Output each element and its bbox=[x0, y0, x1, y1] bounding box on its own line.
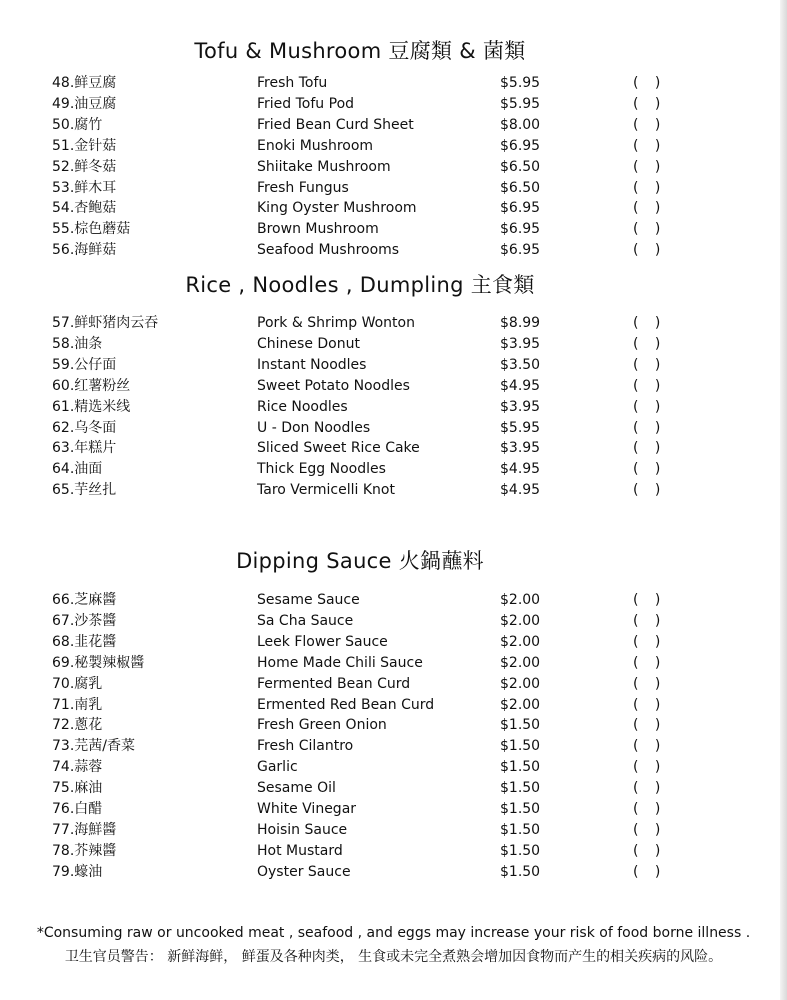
item-price: $1.50 bbox=[500, 863, 541, 880]
item-english-name: Ermented Red Bean Curd bbox=[257, 696, 435, 713]
item-price: $1.50 bbox=[500, 759, 541, 776]
item-english-name: Seafood Mushrooms bbox=[257, 242, 400, 259]
item-english-name: Fermented Bean Curd bbox=[257, 675, 411, 692]
menu-item-row bbox=[0, 334, 720, 355]
item-chinese-name: 70.腐乳 bbox=[52, 675, 103, 692]
item-chinese-name: 79.蠔油 bbox=[52, 863, 103, 880]
order-checkbox[interactable]: ( ) bbox=[633, 315, 667, 331]
order-checkbox[interactable]: ( ) bbox=[633, 863, 667, 880]
item-english-name: Home Made Chili Sauce bbox=[257, 654, 423, 671]
order-checkbox[interactable]: ( ) bbox=[633, 200, 667, 217]
menu-item-row bbox=[0, 178, 720, 199]
item-price: $6.50 bbox=[500, 158, 541, 175]
item-english-name: Fresh Green Onion bbox=[257, 717, 387, 734]
item-english-name: Rice Noodles bbox=[257, 398, 348, 415]
order-checkbox[interactable]: ( ) bbox=[633, 675, 667, 692]
order-checkbox[interactable]: ( ) bbox=[633, 738, 667, 755]
section-title-dipping-sauce: Dipping Sauce 火鍋蘸料 bbox=[236, 549, 484, 573]
item-english-name: Fresh Cilantro bbox=[257, 738, 354, 755]
order-checkbox[interactable]: ( ) bbox=[633, 842, 667, 859]
order-checkbox[interactable]: ( ) bbox=[633, 95, 667, 112]
item-english-name: Hoisin Sauce bbox=[257, 821, 348, 838]
item-price: $1.50 bbox=[500, 821, 541, 838]
menu-item-row bbox=[0, 397, 720, 418]
menu-item-row bbox=[0, 73, 720, 94]
menu-item-row bbox=[0, 115, 720, 136]
item-price: $1.50 bbox=[500, 780, 541, 797]
item-english-name: White Vinegar bbox=[257, 801, 357, 817]
item-english-name: Leek Flower Sauce bbox=[257, 633, 388, 650]
order-checkbox[interactable]: ( ) bbox=[633, 356, 667, 373]
order-checkbox[interactable]: ( ) bbox=[633, 592, 667, 608]
menu-item-row bbox=[0, 736, 720, 757]
item-english-name: Brown Mushroom bbox=[257, 221, 379, 238]
order-checkbox[interactable]: ( ) bbox=[633, 377, 667, 394]
menu-item-row bbox=[0, 136, 720, 157]
item-english-name: Pork & Shrimp Wonton bbox=[257, 315, 415, 331]
item-price: $2.00 bbox=[500, 696, 541, 713]
order-checkbox[interactable]: ( ) bbox=[633, 398, 667, 415]
menu-item-row bbox=[0, 862, 720, 883]
footer-warning-english: *Consuming raw or uncooked meat , seafood , and eggs may increase your risk of food borne illness . bbox=[36, 925, 751, 941]
order-checkbox[interactable]: ( ) bbox=[633, 612, 667, 629]
item-chinese-name: 69.秘製辣椒醬 bbox=[52, 654, 145, 671]
item-price: $6.95 bbox=[500, 242, 541, 259]
item-chinese-name: 72.蔥花 bbox=[52, 717, 103, 734]
item-price: $1.50 bbox=[500, 738, 541, 755]
item-chinese-name: 64.油面 bbox=[52, 461, 103, 478]
menu-item-row bbox=[0, 240, 720, 261]
item-price: $5.95 bbox=[500, 95, 541, 112]
item-chinese-name: 71.南乳 bbox=[52, 696, 103, 713]
item-chinese-name: 58.油条 bbox=[52, 335, 103, 352]
item-english-name: Fried Tofu Pod bbox=[257, 95, 355, 112]
item-price: $1.50 bbox=[500, 801, 541, 817]
item-price: $6.95 bbox=[500, 137, 541, 154]
item-chinese-name: 48.鲜豆腐 bbox=[52, 75, 117, 91]
menu-item-row bbox=[0, 778, 720, 799]
item-english-name: Fresh Tofu bbox=[257, 75, 328, 91]
menu-item-row bbox=[0, 841, 720, 862]
order-checkbox[interactable]: ( ) bbox=[633, 482, 667, 499]
menu-item-row bbox=[0, 376, 720, 397]
item-english-name: Thick Egg Noodles bbox=[257, 461, 386, 478]
order-checkbox[interactable]: ( ) bbox=[633, 137, 667, 154]
item-chinese-name: 65.芋丝扎 bbox=[52, 482, 117, 499]
item-english-name: Fried Bean Curd Sheet bbox=[257, 116, 414, 133]
item-price: $5.95 bbox=[500, 75, 541, 91]
item-price: $2.00 bbox=[500, 633, 541, 650]
item-english-name: Hot Mustard bbox=[257, 842, 343, 859]
item-chinese-name: 73.芫茜/香菜 bbox=[52, 738, 135, 755]
item-chinese-name: 54.杏鲍菇 bbox=[52, 200, 117, 217]
item-chinese-name: 50.腐竹 bbox=[52, 116, 103, 133]
order-checkbox[interactable]: ( ) bbox=[633, 717, 667, 734]
item-english-name: Fresh Fungus bbox=[257, 179, 349, 196]
item-english-name: King Oyster Mushroom bbox=[257, 200, 417, 217]
order-checkbox[interactable]: ( ) bbox=[633, 696, 667, 713]
order-checkbox[interactable]: ( ) bbox=[633, 335, 667, 352]
item-chinese-name: 66.芝麻醬 bbox=[52, 592, 117, 608]
item-price: $2.00 bbox=[500, 612, 541, 629]
item-chinese-name: 57.鲜虾猪肉云吞 bbox=[52, 315, 159, 331]
order-checkbox[interactable]: ( ) bbox=[633, 116, 667, 133]
order-checkbox[interactable]: ( ) bbox=[633, 179, 667, 196]
menu-item-row bbox=[0, 590, 720, 611]
order-checkbox[interactable]: ( ) bbox=[633, 75, 667, 91]
item-chinese-name: 51.金针菇 bbox=[52, 137, 117, 154]
item-price: $3.95 bbox=[500, 335, 541, 352]
menu-item-row bbox=[0, 799, 720, 820]
item-english-name: Sesame Sauce bbox=[257, 592, 360, 608]
order-checkbox[interactable]: ( ) bbox=[633, 759, 667, 776]
item-chinese-name: 68.韭花醬 bbox=[52, 633, 117, 650]
item-price: $4.95 bbox=[500, 461, 541, 478]
menu-item-row bbox=[0, 219, 720, 240]
item-price: $8.99 bbox=[500, 315, 541, 331]
menu-item-row bbox=[0, 313, 720, 334]
item-price: $6.95 bbox=[500, 200, 541, 217]
item-price: $6.95 bbox=[500, 221, 541, 238]
menu-item-row bbox=[0, 757, 720, 778]
menu-item-row bbox=[0, 418, 720, 439]
order-checkbox[interactable]: ( ) bbox=[633, 440, 667, 457]
item-chinese-name: 63.年糕片 bbox=[52, 440, 117, 457]
order-checkbox[interactable]: ( ) bbox=[633, 654, 667, 671]
item-chinese-name: 61.精选米线 bbox=[52, 398, 131, 415]
order-checkbox[interactable]: ( ) bbox=[633, 419, 667, 436]
item-price: $8.00 bbox=[500, 116, 541, 133]
menu-item-row bbox=[0, 459, 720, 480]
order-checkbox[interactable]: ( ) bbox=[633, 633, 667, 650]
item-english-name: Sliced Sweet Rice Cake bbox=[257, 440, 420, 457]
menu-item-row bbox=[0, 94, 720, 115]
menu-item-row bbox=[0, 611, 720, 632]
item-english-name: Oyster Sauce bbox=[257, 863, 351, 880]
item-chinese-name: 56.海鲜菇 bbox=[52, 242, 117, 259]
menu-item-row bbox=[0, 653, 720, 674]
item-price: $4.95 bbox=[500, 377, 541, 394]
order-checkbox[interactable]: ( ) bbox=[633, 821, 667, 838]
item-chinese-name: 55.棕色蘑菇 bbox=[52, 221, 131, 238]
item-price: $1.50 bbox=[500, 717, 541, 734]
menu-item-row bbox=[0, 632, 720, 653]
item-english-name: Sesame Oil bbox=[257, 780, 336, 797]
item-english-name: Instant Noodles bbox=[257, 356, 367, 373]
order-checkbox[interactable]: ( ) bbox=[633, 158, 667, 175]
item-chinese-name: 67.沙茶醬 bbox=[52, 612, 117, 629]
menu-item-row bbox=[0, 198, 720, 219]
item-chinese-name: 60.红薯粉丝 bbox=[52, 377, 131, 394]
menu-item-row bbox=[0, 715, 720, 736]
item-price: $4.95 bbox=[500, 482, 541, 499]
item-chinese-name: 49.油豆腐 bbox=[52, 95, 117, 112]
footer-warning-chinese: 卫生官员警告： 新鲜海鲜， 鲜蛋及各种肉类， 生食或未完全煮熟会增加因食物而产生的相关疾病的风险。 bbox=[64, 949, 723, 965]
menu-item-row bbox=[0, 157, 720, 178]
menu-item-row bbox=[0, 674, 720, 695]
menu-item-row bbox=[0, 355, 720, 376]
item-price: $3.95 bbox=[500, 440, 541, 457]
item-english-name: Shiitake Mushroom bbox=[257, 158, 391, 175]
menu-item-row bbox=[0, 695, 720, 716]
item-english-name: Sa Cha Sauce bbox=[257, 612, 354, 629]
item-chinese-name: 62.乌冬面 bbox=[52, 419, 117, 436]
item-price: $1.50 bbox=[500, 842, 541, 859]
item-chinese-name: 78.芥辣醬 bbox=[52, 842, 117, 859]
item-chinese-name: 76.白醋 bbox=[52, 801, 103, 817]
item-english-name: Garlic bbox=[257, 759, 298, 776]
item-price: $2.00 bbox=[500, 654, 541, 671]
order-checkbox[interactable]: ( ) bbox=[633, 221, 667, 238]
section-title-rice-noodles: Rice , Noodles , Dumpling 主食類 bbox=[185, 273, 535, 297]
item-english-name: Enoki Mushroom bbox=[257, 137, 374, 154]
item-price: $2.00 bbox=[500, 675, 541, 692]
order-checkbox[interactable]: ( ) bbox=[633, 461, 667, 478]
menu-item-row bbox=[0, 820, 720, 841]
order-checkbox[interactable]: ( ) bbox=[633, 780, 667, 797]
item-chinese-name: 77.海鮮醬 bbox=[52, 821, 117, 838]
item-price: $5.95 bbox=[500, 419, 541, 436]
item-price: $6.50 bbox=[500, 179, 541, 196]
page-edge-shadow bbox=[780, 0, 787, 1000]
item-english-name: Chinese Donut bbox=[257, 335, 360, 352]
item-english-name: Taro Vermicelli Knot bbox=[257, 482, 395, 499]
section-title-tofu-mushroom: Tofu & Mushroom 豆腐類 & 菌類 bbox=[194, 39, 526, 63]
item-price: $3.50 bbox=[500, 356, 541, 373]
item-chinese-name: 75.麻油 bbox=[52, 780, 103, 797]
item-chinese-name: 52.鲜冬菇 bbox=[52, 158, 117, 175]
item-chinese-name: 59.公仔面 bbox=[52, 356, 117, 373]
item-english-name: Sweet Potato Noodles bbox=[257, 377, 410, 394]
item-chinese-name: 74.蒜蓉 bbox=[52, 759, 103, 776]
order-checkbox[interactable]: ( ) bbox=[633, 801, 667, 817]
order-checkbox[interactable]: ( ) bbox=[633, 242, 667, 259]
item-price: $2.00 bbox=[500, 592, 541, 608]
menu-item-row bbox=[0, 480, 720, 501]
item-price: $3.95 bbox=[500, 398, 541, 415]
menu-item-row bbox=[0, 438, 720, 459]
item-chinese-name: 53.鲜木耳 bbox=[52, 179, 117, 196]
item-english-name: U - Don Noodles bbox=[257, 419, 371, 436]
